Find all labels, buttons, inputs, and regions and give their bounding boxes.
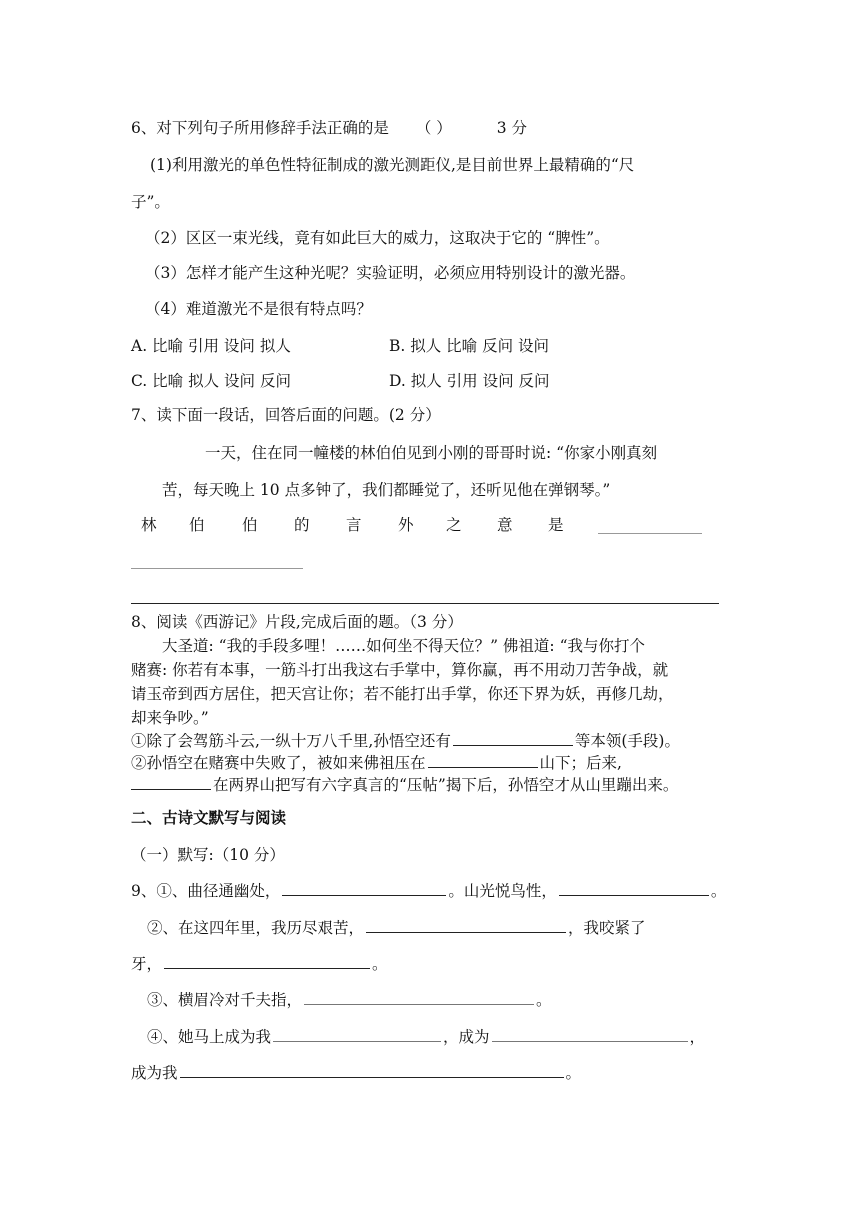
q9-text: ，我咬紧了 — [568, 919, 646, 937]
question-9-line-1 — [131, 880, 726, 901]
prompt-char: 林 — [141, 516, 157, 534]
answer-blank-q7-2[interactable] — [131, 568, 303, 569]
item-1-text: ①除了会驾筋斗云,一纵十万八千里,孙悟空还有 — [131, 732, 451, 750]
option-a: A. 比喻 引用 设问 拟人 — [131, 337, 291, 355]
question-8-passage-line-4: 却来争吵。” — [131, 709, 209, 727]
q9-text: 成为我 — [131, 1064, 178, 1082]
q9-text: 。 — [372, 955, 388, 973]
sentence-1-line-1: (1)利用激光的单色性特征制成的激光测距仪,是目前世界上最精确的“尺 — [150, 156, 635, 174]
sentence-4: （4）难道激光不是很有特点吗？ — [145, 300, 372, 318]
answer-blank-q8-2[interactable] — [428, 752, 538, 768]
q9-text: 。 — [710, 882, 727, 900]
q9-text: 9、①、曲径通幽处， — [131, 882, 281, 900]
section-2-heading: 二、古诗文默写与阅读 — [131, 808, 287, 827]
question-8-item-1 — [131, 730, 680, 751]
q9-text: 牙， — [131, 955, 163, 973]
question-8-passage-line-1: 大圣道: “我的手段多哩！……如何坐不得天位？” 佛祖道: “我与你打个 — [162, 637, 645, 655]
option-c: C. 比喻 拟人 设问 反问 — [131, 372, 291, 390]
question-9-line-3 — [131, 953, 388, 974]
question-8-passage-line-3: 请玉帝到西方居住，把天宫让你；若不能打出手掌，你还下界为妖，再修几劫， — [131, 685, 674, 703]
answer-line-q7[interactable] — [131, 603, 719, 604]
question-8-item-3 — [131, 774, 678, 795]
spaced-prompt — [0, 515, 860, 535]
q9-text: ，成为 — [443, 1028, 490, 1046]
q9-text: ③、横眉冷对千夫指， — [147, 991, 303, 1009]
section-2-subheading: （一）默写:（10 分） — [131, 846, 285, 864]
question-6-title: 6、对下列句子所用修辞手法正确的是 — [131, 119, 389, 137]
q9-text: ④、她马上成为我 — [147, 1028, 272, 1046]
question-8-passage-line-2: 赌赛: 你若有本事，一筋斗打出我这右手掌中，算你赢，再不用动刀苦争战，就 — [131, 661, 669, 679]
prompt-char: 伯 — [242, 516, 258, 534]
question-7-title: 7、读下面一段话，回答后面的问题。(2 分） — [131, 406, 441, 424]
q9-text: 。 — [536, 991, 552, 1009]
sentence-2: （2）区区一束光线，竟有如此巨大的威力，这取决于它的 “脾性”。 — [145, 229, 610, 247]
option-b: B. 拟人 比喻 反问 设问 — [389, 337, 550, 355]
option-d: D. 拟人 引用 设问 反问 — [389, 372, 550, 390]
answer-blank-q8-1[interactable] — [453, 730, 573, 746]
prompt-char: 之 — [446, 516, 462, 534]
q9-text: 。山光悦鸟性， — [448, 882, 557, 900]
answer-blank-q9-5[interactable] — [304, 989, 534, 1005]
answer-blank-q9-8[interactable] — [180, 1062, 564, 1078]
answer-blank-q9-6[interactable] — [273, 1026, 441, 1042]
question-6-score: 3 分 — [496, 119, 527, 137]
item-2-text: ②孙悟空在赌赛中失败了，被如来佛祖压在 — [131, 754, 426, 772]
sentence-1-line-2: 子”。 — [131, 193, 170, 211]
prompt-char: 伯 — [189, 516, 205, 534]
q9-text: ②、在这四年里，我历尽艰苦， — [147, 919, 365, 937]
answer-blank-q9-1[interactable] — [282, 880, 446, 896]
answer-blank-q9-2[interactable] — [559, 880, 709, 896]
question-8-item-2 — [131, 752, 622, 773]
prompt-char: 是 — [548, 516, 564, 534]
answer-parentheses: （ ） — [415, 119, 452, 137]
question-7-passage-line-2: 苦，每天晚上 10 点多钟了，我们都睡觉了，还听见他在弹钢琴。” — [162, 481, 611, 499]
answer-blank-q7-1[interactable] — [598, 533, 702, 534]
sentence-3: （3）怎样才能产生这种光呢？实验证明，必须应用特别设计的激光器。 — [145, 264, 636, 282]
q9-text: ， — [689, 1028, 706, 1046]
question-7-passage-line-1: 一天，住在同一幢楼的林伯伯见到小刚的哥哥时说: “你家小刚真刻 — [205, 444, 658, 462]
prompt-char: 外 — [398, 516, 414, 534]
answer-blank-q9-7[interactable] — [492, 1026, 688, 1042]
q9-text: 。 — [565, 1064, 582, 1082]
answer-blank-q8-3[interactable] — [131, 774, 211, 790]
question-6-line — [131, 118, 527, 138]
question-9-line-5 — [147, 1026, 705, 1047]
answer-blank-q9-4[interactable] — [164, 953, 370, 969]
question-9-line-6 — [131, 1062, 581, 1083]
question-8-title: 8、阅读《西游记》片段,完成后面的题。（3 分） — [131, 613, 463, 631]
answer-blank-q9-3[interactable] — [366, 917, 566, 933]
prompt-char: 的 — [294, 516, 310, 534]
item-1-tail: 等本领(手段)。 — [574, 732, 680, 750]
item-2-tail: 山下；后来, — [539, 754, 622, 772]
item-3-text: 在两界山把写有六字真言的“压帖”揭下后，孙悟空才从山里蹦出来。 — [213, 776, 679, 794]
prompt-char: 意 — [497, 516, 513, 534]
question-9-line-2 — [147, 917, 646, 938]
question-9-line-4 — [147, 989, 552, 1010]
prompt-char: 言 — [346, 516, 362, 534]
